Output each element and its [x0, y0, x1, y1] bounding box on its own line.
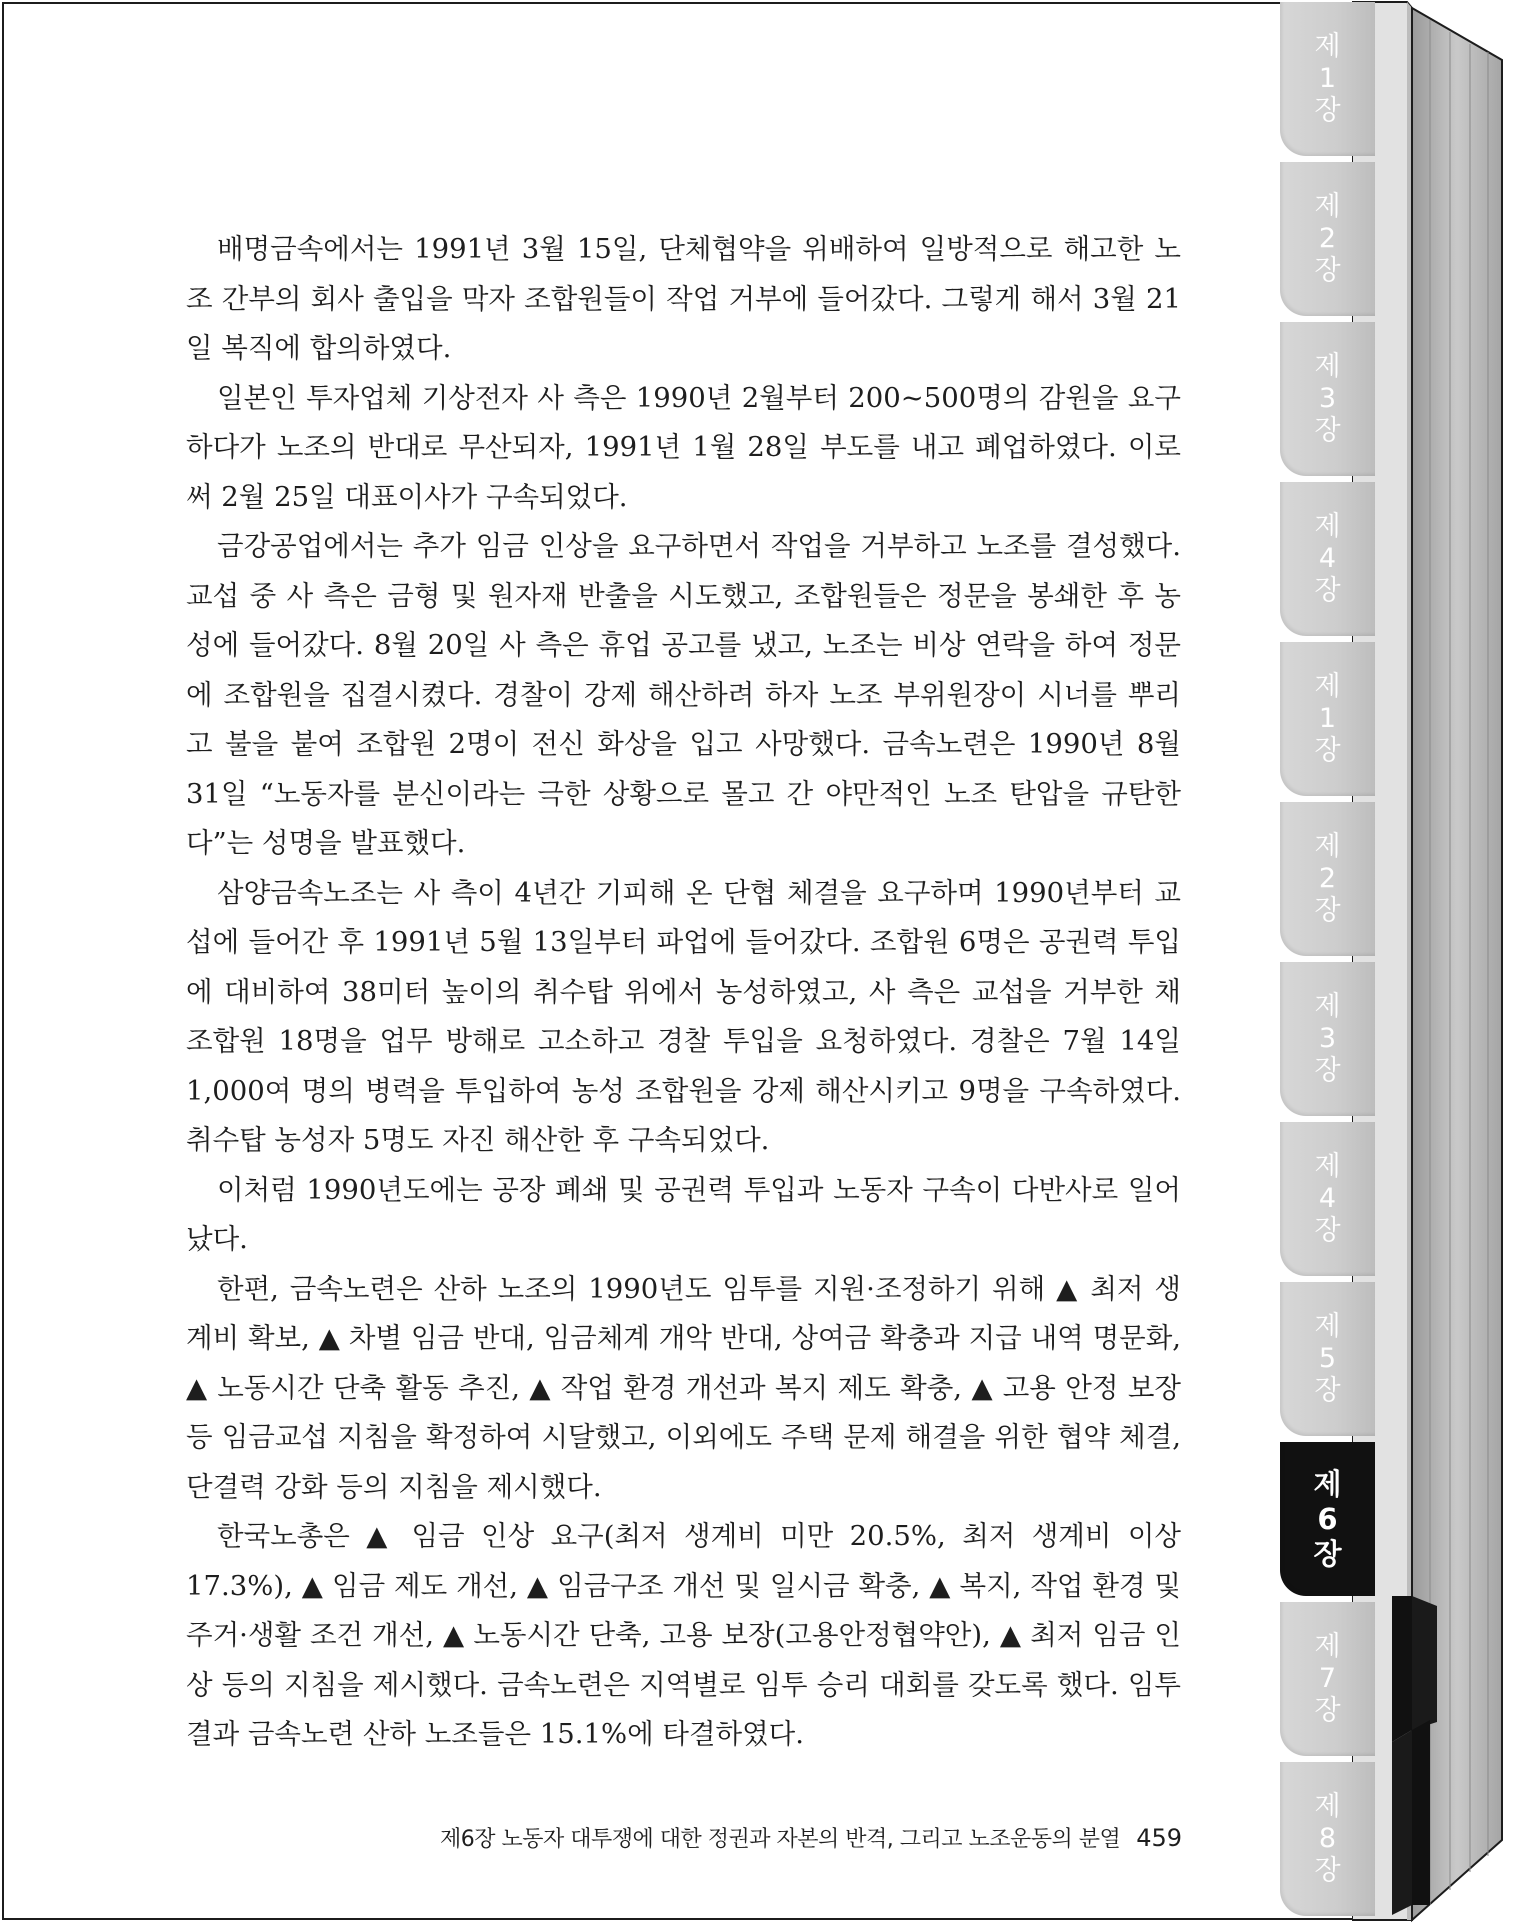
tab-label-number: 8 — [1318, 1823, 1337, 1854]
chapter-tab-1[interactable] — [1280, 2, 1375, 156]
running-head: 제6장 노동자 대투쟁에 대한 정권과 자본의 반격, 그리고 노조운동의 분열 — [440, 1827, 1121, 1852]
paragraph: 한국노총은 ▲ 임금 인상 요구(최저 생계비 미만 20.5%, 최저 생계비 이상 17.3%), ▲ 임금 제도 개선, ▲ 임금구조 개선 및 일시금 확충, ▲ 복지, 작업 환경 및 주거·생활 조건 개선, ▲ 노동시간 단축, 고용 보장(고용안정협약안), ▲ 최저 임금 인상 등의 지침을 제시했다. 금속노련은 지역별로 임투 승리 대회를 갖도록 했다. 임투 결과 금속노련 산하 노조들은 15.1%에 타결하였다. — [186, 1520, 1181, 1750]
tab-label-number: 3 — [1318, 383, 1337, 414]
chapter-tab-5[interactable] — [1280, 1282, 1375, 1436]
paragraph: 일본인 투자업체 기상전자 사 측은 1990년 2월부터 200~500명의 감원을 요구하다가 노조의 반대로 무산되자, 1991년 1월 28일 부도를 내고 폐업하였다. 이로써 2월 25일 대표이사가 구속되었다. — [186, 381, 1181, 513]
tab-label-suffix: 장 — [1314, 1695, 1341, 1726]
tab-label-prefix: 제 — [1314, 991, 1341, 1022]
chapter-tab-4b[interactable] — [1280, 1122, 1375, 1276]
paragraph: 금강공업에서는 추가 임금 인상을 요구하면서 작업을 거부하고 노조를 결성했다. 교섭 중 사 측은 금형 및 원자재 반출을 시도했고, 조합원들은 정문을 봉쇄한 후 농성에 들어갔다. 8월 20일 사 측은 휴업 공고를 냈고, 노조는 비상 연락을 하여 정문에 조합원을 집결시켰다. 경찰이 강제 해산하려 하자 노조 부위원장이 시너를 뿌리고 불을 붙여 조합원 2명이 전신 화상을 입고 사망했다. 금속노련은 1990년 8월 31일 “노동자를 분신이라는 극한 상황으로 몰고 간 야만적인 노조 탄압을 규탄한다”는 성명을 발표했다. — [186, 530, 1181, 859]
chapter-tab-4[interactable] — [1280, 482, 1375, 636]
tab-label-suffix: 장 — [1314, 95, 1341, 126]
tab-label-number: 4 — [1318, 543, 1337, 574]
paragraph: 삼양금속노조는 사 측이 4년간 기피해 온 단협 체결을 요구하며 1990년부터 교섭에 들어간 후 1991년 5월 13일부터 파업에 들어갔다. 조합원 6명은 공권력 투입에 대비하여 38미터 높이의 취수탑 위에서 농성하였고, 사 측은 교섭을 거부한 채 조합원 18명을 업무 방해로 고소하고 경찰 투입을 요청하였다. 경찰은 7월 14일 1,000여 명의 병력을 투입하여 농성 조합원을 강제 해산시키고 9명을 구속하였다. 취수탑 농성자 5명도 자진 해산한 후 구속되었다. — [186, 876, 1181, 1156]
page-footer — [440, 1822, 1183, 1853]
paragraph: 한편, 금속노련은 산하 노조의 1990년도 임투를 지원·조정하기 위해 ▲ 최저 생계비 확보, ▲ 차별 임금 반대, 임금체계 개악 반대, 상여금 확충과 지급 내역 명문화, ▲ 노동시간 단축 활동 추진, ▲ 작업 환경 개선과 복지 제도 확충, ▲ 고용 안정 보장 등 임금교섭 지침을 확정하여 시달했고, 이외에도 주택 문제 해결을 위한 협약 체결, 단결력 강화 등의 지침을 제시했다. — [186, 1272, 1181, 1503]
tab-label-suffix: 장 — [1313, 1536, 1342, 1571]
tab-label-suffix: 장 — [1314, 895, 1341, 926]
body-text — [186, 225, 1181, 1760]
chapter-tab-3b[interactable] — [1280, 962, 1375, 1116]
tab-label-prefix: 제 — [1314, 31, 1341, 62]
chapter-tabs — [1280, 0, 1375, 1926]
paragraph: 이처럼 1990년도에는 공장 폐쇄 및 공권력 투입과 노동자 구속이 다반사로 일어났다. — [186, 1173, 1181, 1255]
tab-label-number: 3 — [1318, 1023, 1337, 1054]
tab-label-prefix: 제 — [1314, 1311, 1341, 1342]
chapter-tab-7[interactable] — [1280, 1602, 1375, 1756]
tab-label-number: 2 — [1318, 223, 1337, 254]
tab-label-suffix: 장 — [1314, 575, 1341, 606]
tab-label-suffix: 장 — [1314, 1855, 1341, 1886]
tab-label-prefix: 제 — [1313, 1466, 1342, 1501]
tab-label-suffix: 장 — [1314, 255, 1341, 286]
book-edge — [1352, 0, 1512, 1926]
chapter-tab-1b[interactable] — [1280, 642, 1375, 796]
tab-label-number: 5 — [1318, 1343, 1337, 1374]
tab-label-prefix: 제 — [1314, 1631, 1341, 1662]
tab-label-number: 6 — [1317, 1501, 1338, 1536]
chapter-tab-6-active[interactable] — [1280, 1442, 1375, 1596]
tab-label-prefix: 제 — [1314, 351, 1341, 382]
tab-label-suffix: 장 — [1314, 735, 1341, 766]
tab-label-prefix: 제 — [1314, 191, 1341, 222]
page-number: 459 — [1136, 1824, 1183, 1852]
tab-label-suffix: 장 — [1314, 1375, 1341, 1406]
chapter-tab-2b[interactable] — [1280, 802, 1375, 956]
tab-label-number: 4 — [1318, 1183, 1337, 1214]
chapter-tab-3[interactable] — [1280, 322, 1375, 476]
chapter-tab-8[interactable] — [1280, 1762, 1375, 1916]
tab-label-number: 7 — [1318, 1663, 1337, 1694]
paragraph: 배명금속에서는 1991년 3월 15일, 단체협약을 위배하여 일방적으로 해고한 노조 간부의 회사 출입을 막자 조합원들이 작업 거부에 들어갔다. 그렇게 해서 3월 21일 복직에 합의하였다. — [186, 233, 1181, 364]
tab-label-prefix: 제 — [1314, 511, 1341, 542]
tab-label-prefix: 제 — [1314, 1791, 1341, 1822]
tab-label-suffix: 장 — [1314, 1215, 1341, 1246]
tab-label-number: 2 — [1318, 863, 1337, 894]
chapter-tab-2[interactable] — [1280, 162, 1375, 316]
tab-label-number: 1 — [1318, 63, 1337, 94]
tab-label-prefix: 제 — [1314, 1151, 1341, 1182]
tab-label-suffix: 장 — [1314, 415, 1341, 446]
tab-label-prefix: 제 — [1314, 671, 1341, 702]
tab-label-suffix: 장 — [1314, 1055, 1341, 1086]
tab-label-number: 1 — [1318, 703, 1337, 734]
tab-label-prefix: 제 — [1314, 831, 1341, 862]
